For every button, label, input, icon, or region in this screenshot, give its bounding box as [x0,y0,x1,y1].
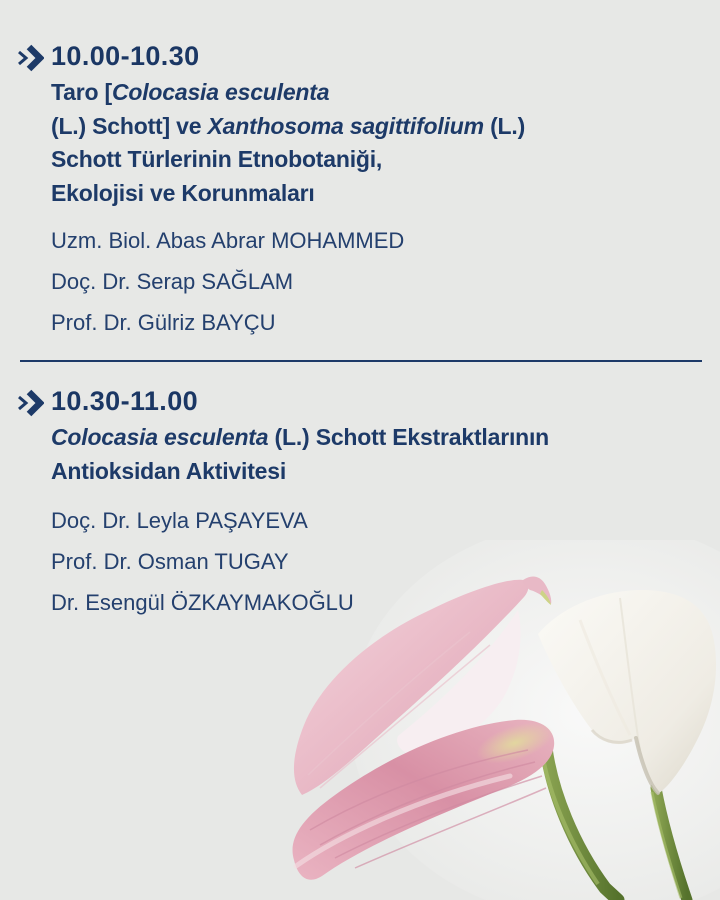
session-2-time: 10.30-11.00 [51,386,199,416]
title-line: Colocasia esculenta (L.) Schott Ekstraktlarının [51,424,550,450]
speaker-name: Uzm. Biol. Abas Abrar MOHAMMED [51,228,405,253]
title-line: Taro [Colocasia esculenta [51,79,330,105]
title-line: Schott Türlerinin Etnobotaniği, [51,146,383,172]
session-1-title [51,76,701,210]
title-line: Ekolojisi ve Korunmaları [51,179,315,206]
title-line: Antioksidan Aktivitesi [51,457,287,484]
speaker-name: Doç. Dr. Leyla PAŞAYEVA [51,508,308,533]
title-line: (L.) Schott] ve Xanthosoma sagittifolium (L.) [51,112,526,139]
session-2-title [51,421,701,488]
speaker-name: Prof. Dr. Osman TUGAY [51,549,289,574]
session-1-speakers [51,228,611,351]
double-chevron-right-icon [16,44,44,72]
speaker-name: Prof. Dr. Gülriz BAYÇU [51,310,276,335]
speaker-name: Doç. Dr. Serap SAĞLAM [51,269,294,294]
session-1-time: 10.00-10.30 [51,41,200,71]
section-divider [20,360,702,362]
session-2-speakers [51,508,611,631]
speaker-name: Dr. Esengül ÖZKAYMAKOĞLU [51,590,354,615]
double-chevron-right-icon [16,389,44,417]
